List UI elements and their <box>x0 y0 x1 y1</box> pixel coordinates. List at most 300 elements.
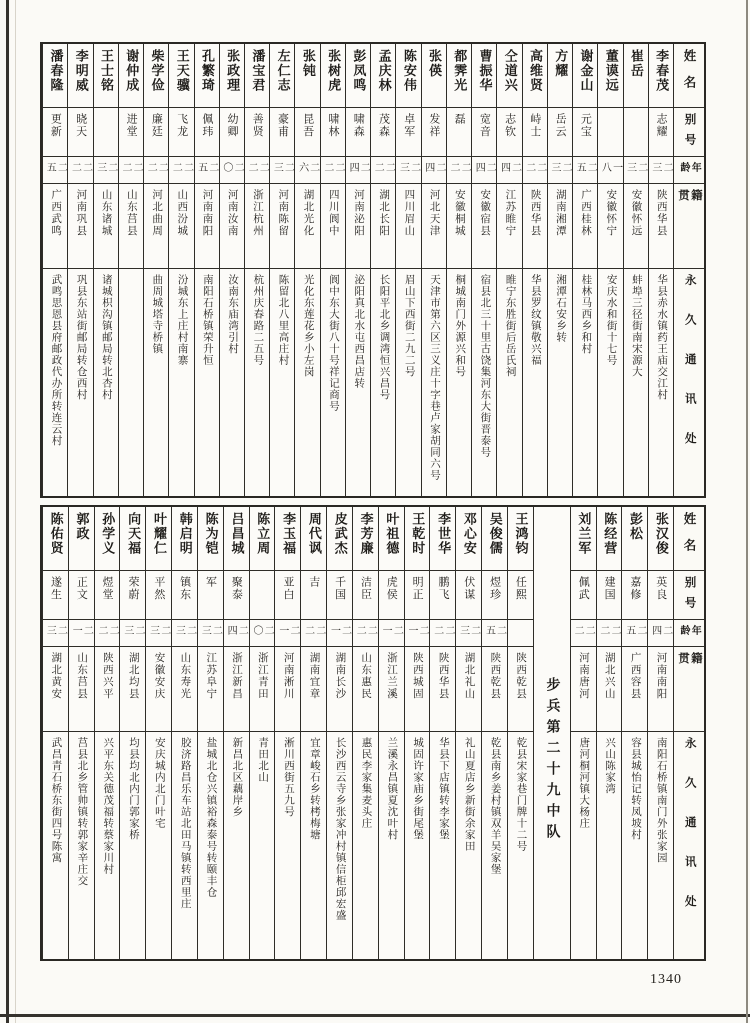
name-cell <box>571 507 596 571</box>
page-number: 1340 <box>650 972 682 987</box>
name-cell <box>422 44 446 108</box>
alias-cell <box>301 571 326 620</box>
address-text: 青田北山 <box>257 737 269 783</box>
address-cell <box>220 269 244 496</box>
age-cell <box>43 157 67 184</box>
roster-column <box>143 44 168 496</box>
alias-text: 飞龙 <box>175 113 188 138</box>
alias-cell <box>396 108 420 157</box>
address-cell <box>270 269 294 496</box>
alias-cell <box>497 108 521 157</box>
scan-edge-left <box>6 0 9 1023</box>
roster-column <box>168 44 193 496</box>
name-text: 叶耀仁 <box>151 512 167 556</box>
name-text: 向天福 <box>126 512 142 556</box>
native-cell <box>95 647 120 732</box>
age-text: 二五 <box>574 162 597 174</box>
alias-text: 聚泰 <box>230 576 243 601</box>
age-text: 二三 <box>271 162 294 174</box>
row-header-column <box>673 44 704 496</box>
alias-cell <box>649 108 673 157</box>
age-text: 二〇 <box>250 625 274 637</box>
alias-cell <box>508 571 533 620</box>
native-cell <box>472 184 496 269</box>
roster-column <box>404 507 430 959</box>
alias-cell <box>571 571 596 620</box>
address-cell <box>598 269 622 496</box>
address-cell <box>95 732 120 959</box>
roster-table-top <box>40 42 706 498</box>
alias-cell <box>648 571 673 620</box>
age-text: 二二 <box>572 625 595 637</box>
address-text: 武鸣思恩县府邮政代办所转连云村 <box>50 274 62 447</box>
native-text: 安徽宿县 <box>479 189 491 237</box>
alias-cell <box>224 571 249 620</box>
native-cell <box>508 647 533 732</box>
alias-text: 更新 <box>49 113 62 138</box>
alias-cell <box>220 108 244 157</box>
alias-cell <box>405 571 430 620</box>
native-cell <box>198 647 223 732</box>
address-cell <box>245 269 269 496</box>
name-cell <box>172 507 197 571</box>
alias-text: 荣蔚 <box>127 576 139 601</box>
roster-column <box>378 507 404 959</box>
name-cell <box>198 507 223 571</box>
native-text: 湖北黄安 <box>50 652 62 700</box>
native-text: 湖北礼山 <box>463 652 475 700</box>
native-cell <box>43 184 67 269</box>
name-text: 郭政 <box>74 512 90 541</box>
age-text: 二四 <box>422 162 445 174</box>
name-text: 陈立周 <box>255 512 271 556</box>
name-text: 陈安伟 <box>401 49 417 93</box>
alias-text: 明正 <box>411 576 424 601</box>
address-cell <box>69 732 94 959</box>
age-text: 二二 <box>246 162 269 174</box>
native-text: 广西容县 <box>629 652 641 700</box>
roster-column <box>42 507 68 959</box>
age-cell <box>573 157 597 184</box>
native-cell <box>447 184 471 269</box>
native-cell <box>119 184 143 269</box>
alias-cell <box>43 571 68 620</box>
alias-cell <box>472 108 496 157</box>
native-cell <box>405 647 430 732</box>
roster-column <box>596 507 622 959</box>
roster-column <box>274 507 300 959</box>
roster-column <box>94 507 120 959</box>
address-cell <box>571 732 596 959</box>
native-cell <box>523 184 547 269</box>
name-text: 吕昌城 <box>229 512 245 556</box>
age-text: 二三 <box>147 625 170 637</box>
age-cell <box>624 157 648 184</box>
native-text: 江苏阜宁 <box>205 652 217 700</box>
name-cell <box>379 507 404 571</box>
age-cell <box>396 157 420 184</box>
address-text: 阆中东大街八十号祥记商号 <box>328 274 340 412</box>
address-text: 长阳平北乡调湾恒兴昌号 <box>378 274 390 401</box>
name-text: 张钝 <box>300 49 316 78</box>
address-cell <box>482 732 507 959</box>
age-cell <box>648 620 673 647</box>
age-text: 二三 <box>173 625 196 637</box>
name-cell <box>94 44 118 108</box>
alias-cell <box>172 571 197 620</box>
age-cell <box>482 620 507 647</box>
address-text: 新昌北区藕岸乡 <box>231 737 243 818</box>
address-cell <box>405 732 430 959</box>
native-cell <box>224 647 249 732</box>
alias-text: 磊 <box>453 113 466 126</box>
native-cell <box>396 184 420 269</box>
native-cell <box>598 184 622 269</box>
name-cell <box>598 44 622 108</box>
scan-edge-right <box>746 0 748 1023</box>
roster-column <box>621 507 647 959</box>
name-text: 邓心安 <box>461 512 477 556</box>
alias-cell <box>95 571 120 620</box>
alias-text: 豪甫 <box>276 113 289 138</box>
name-text: 王鸿钧 <box>513 512 529 556</box>
native-text: 广西武鸣 <box>50 189 62 237</box>
address-cell <box>198 732 223 959</box>
native-cell <box>422 184 446 269</box>
name-cell <box>95 507 120 571</box>
native-text: 山东莒县 <box>125 189 137 237</box>
address-cell <box>68 269 92 496</box>
native-cell <box>275 647 300 732</box>
roster-column <box>370 44 395 496</box>
native-cell <box>622 647 647 732</box>
name-text: 李世华 <box>436 512 452 556</box>
native-cell <box>195 184 219 269</box>
name-text: 孔繁琦 <box>199 49 215 93</box>
age-text: 二四 <box>498 162 521 174</box>
roster-column <box>522 44 547 496</box>
native-cell <box>573 184 597 269</box>
alias-cell <box>327 571 352 620</box>
address-cell <box>648 732 673 959</box>
alias-cell <box>371 108 395 157</box>
alias-cell <box>430 571 455 620</box>
native-text: 陕西兴平 <box>101 652 113 700</box>
address-text: 城固许家庙乡街尾堡 <box>412 737 424 841</box>
name-cell <box>353 507 378 571</box>
address-text: 安庆水和街十七号 <box>605 274 617 366</box>
native-text: 陕西城固 <box>411 652 423 700</box>
address-text: 唐河桐河镇大杨庄 <box>578 737 590 829</box>
name-text: 韩启明 <box>177 512 193 556</box>
address-cell <box>497 269 521 496</box>
age-text: 二三 <box>397 162 420 174</box>
native-cell <box>69 647 94 732</box>
address-cell <box>396 269 420 496</box>
native-text: 山东惠民 <box>360 652 372 700</box>
alias-cell <box>94 108 118 157</box>
name-text: 崔岳 <box>628 49 644 78</box>
alias-cell <box>195 108 219 157</box>
age-cell <box>571 620 596 647</box>
address-cell <box>301 732 326 959</box>
alias-text: 幼卿 <box>226 113 239 138</box>
row-header-address <box>674 269 704 496</box>
age-cell <box>622 620 647 647</box>
name-cell <box>69 507 94 571</box>
age-cell <box>220 157 244 184</box>
native-cell <box>68 184 92 269</box>
age-text: 二二 <box>354 625 377 637</box>
native-cell <box>220 184 244 269</box>
address-text: 蚌埠三径街南宋源大 <box>630 274 642 378</box>
native-text: 河北天津 <box>428 189 440 237</box>
alias-text: 吉 <box>307 576 320 589</box>
age-cell <box>68 157 92 184</box>
alias-text: 卓军 <box>402 113 415 138</box>
name-cell <box>250 507 275 571</box>
alias-text: 佩武 <box>577 576 590 601</box>
age-text: 二二 <box>96 625 119 637</box>
row-header-age-label: 年龄 <box>678 625 701 637</box>
address-cell <box>43 269 67 496</box>
name-cell <box>43 44 67 108</box>
age-text: 二四 <box>225 625 248 637</box>
roster-column <box>119 507 145 959</box>
native-text: 浙江新昌 <box>231 652 243 700</box>
name-cell <box>321 44 345 108</box>
native-cell <box>301 647 326 732</box>
name-text: 谢金山 <box>578 49 594 93</box>
name-cell <box>622 507 647 571</box>
row-header-address <box>674 732 704 959</box>
name-text: 吴俊儒 <box>487 512 503 556</box>
alias-cell <box>548 108 572 157</box>
name-text: 陈佑贤 <box>48 512 64 556</box>
alias-text: 鹏飞 <box>436 576 449 601</box>
roster-column <box>42 44 67 496</box>
alias-cell <box>169 108 193 157</box>
alias-text: 千国 <box>333 576 346 601</box>
name-cell <box>301 507 326 571</box>
native-text: 山东诸城 <box>100 189 112 237</box>
roster-column <box>118 44 143 496</box>
name-text: 方耀 <box>553 49 569 78</box>
name-text: 高维贤 <box>527 49 543 93</box>
address-cell <box>224 732 249 959</box>
alias-text: 善贤 <box>251 113 264 138</box>
roster-column <box>395 44 420 496</box>
name-cell <box>447 44 471 108</box>
address-text: 长沙西云寺乡张家冲村镇信柜邱宏盛 <box>334 737 346 921</box>
alias-text: 遂生 <box>49 576 62 601</box>
name-text: 彭松 <box>628 512 644 541</box>
alias-text: 岳云 <box>554 113 567 138</box>
age-text: 二五 <box>195 162 218 174</box>
address-cell <box>548 269 572 496</box>
name-text: 王士铭 <box>99 49 114 93</box>
roster-column <box>446 44 471 496</box>
native-cell <box>172 647 197 732</box>
address-cell <box>144 269 168 496</box>
address-cell <box>94 269 118 496</box>
native-cell <box>250 647 275 732</box>
native-cell <box>270 184 294 269</box>
name-cell <box>346 44 370 108</box>
address-cell <box>250 732 275 959</box>
alias-cell <box>275 571 300 620</box>
alias-cell <box>245 108 269 157</box>
row-header-age-label: 年龄 <box>678 162 701 174</box>
roster-column <box>171 507 197 959</box>
address-text: 陈留北八里高庄村 <box>277 274 289 366</box>
roster-column <box>572 44 597 496</box>
age-text: 二二 <box>321 162 345 174</box>
native-text: 山东莒县 <box>76 652 88 700</box>
age-text: 一八 <box>599 162 622 174</box>
alias-cell <box>43 108 67 157</box>
address-cell <box>508 732 533 959</box>
address-cell <box>169 269 193 496</box>
name-cell <box>508 507 533 571</box>
native-text: 陕西华县 <box>529 189 541 237</box>
address-cell <box>353 732 378 959</box>
address-text: 兴山陈家湾 <box>604 737 616 795</box>
alias-cell <box>598 108 622 157</box>
native-text: 山东寿光 <box>179 652 191 700</box>
name-cell <box>327 507 352 571</box>
native-text: 河南陈留 <box>277 189 289 237</box>
native-cell <box>295 184 319 269</box>
native-text: 湖南长沙 <box>334 652 346 700</box>
alias-cell <box>622 571 647 620</box>
address-text: 均县均北内门郭家桥 <box>128 737 140 841</box>
name-text: 曹振华 <box>477 49 493 93</box>
name-text: 张树虎 <box>326 49 342 93</box>
address-text: 湘潭石安乡转 <box>555 274 567 343</box>
name-text: 张汉俊 <box>653 512 669 556</box>
alias-text: 任熙 <box>514 576 527 601</box>
alias-cell <box>422 108 446 157</box>
alias-text: 亚白 <box>281 576 294 601</box>
age-text: 二二 <box>597 625 621 637</box>
age-text: 二二 <box>170 162 193 174</box>
address-cell <box>456 732 481 959</box>
age-text: 二一 <box>405 625 429 637</box>
address-text: 桂林马西乡和村 <box>580 274 592 355</box>
alias-cell <box>198 571 223 620</box>
name-text: 李玉福 <box>281 512 297 556</box>
name-cell <box>275 507 300 571</box>
age-cell <box>430 620 455 647</box>
address-text: 光化东莲花乡小左岗 <box>302 274 314 378</box>
address-cell <box>573 269 597 496</box>
native-cell <box>430 647 455 732</box>
age-cell <box>371 157 395 184</box>
address-text: 华县赤水镇药王庙交江村 <box>656 274 668 401</box>
name-cell <box>396 44 420 108</box>
age-text: 二二 <box>302 625 325 637</box>
row-header-native <box>674 184 704 269</box>
roster-column <box>647 507 673 959</box>
scan-edge-bottom <box>0 1014 750 1017</box>
roster-column <box>648 44 673 496</box>
native-text: 湖北长阳 <box>378 189 390 237</box>
native-text: 浙江兰溪 <box>386 652 397 700</box>
native-text: 浙江杭州 <box>252 189 263 237</box>
age-cell <box>270 157 294 184</box>
address-cell <box>146 732 171 959</box>
name-cell <box>146 507 171 571</box>
roster-column <box>219 44 244 496</box>
row-header-native <box>674 647 704 732</box>
age-text: 二三 <box>44 625 67 637</box>
age-text: 二六 <box>296 162 319 174</box>
name-cell <box>68 44 92 108</box>
name-text: 潘宝君 <box>250 49 266 93</box>
address-text: 眉山下西街二九二号 <box>403 274 415 378</box>
alias-cell <box>447 108 471 157</box>
address-cell <box>597 732 622 959</box>
name-cell <box>472 44 496 108</box>
native-text: 河南南阳 <box>201 189 213 237</box>
name-cell <box>195 44 219 108</box>
roster-column <box>345 44 370 496</box>
row-header-age <box>674 620 704 647</box>
age-cell <box>146 620 171 647</box>
age-text: 二五 <box>623 625 646 637</box>
alias-text: 廉廷 <box>150 113 163 138</box>
row-header-native-label: 籍贯 <box>677 652 702 698</box>
age-text: 二二 <box>119 162 143 174</box>
native-text: 湖北光化 <box>302 189 314 237</box>
native-text: 河南唐河 <box>577 652 589 700</box>
alias-cell <box>346 108 370 157</box>
address-text: 淅川西街五九号 <box>283 737 294 818</box>
name-cell <box>169 44 193 108</box>
name-cell <box>119 44 143 108</box>
name-text: 张政理 <box>225 49 241 93</box>
roster-column <box>269 44 294 496</box>
name-cell <box>371 44 395 108</box>
name-cell <box>573 44 597 108</box>
age-cell <box>144 157 168 184</box>
name-text: 左仁志 <box>275 49 291 93</box>
age-cell <box>597 620 622 647</box>
roster-column <box>300 507 326 959</box>
alias-text: 茂森 <box>377 113 390 138</box>
native-text: 河北曲周 <box>151 189 163 237</box>
alias-text: 志钦 <box>503 113 516 138</box>
address-cell <box>275 732 300 959</box>
alias-text: 嘉修 <box>628 576 641 601</box>
address-text: 胶济路昌乐车站北田马镇转西里庄 <box>179 737 191 910</box>
native-cell <box>597 647 622 732</box>
native-text: 安徽怀宁 <box>605 189 617 237</box>
age-cell <box>321 157 345 184</box>
alias-cell <box>295 108 319 157</box>
roster-column <box>597 44 622 496</box>
native-cell <box>169 184 193 269</box>
age-cell <box>224 620 249 647</box>
address-text: 容县城怡记转凤坡村 <box>629 737 641 841</box>
address-cell <box>422 269 446 496</box>
row-header-name <box>674 507 704 571</box>
name-text: 张偀 <box>427 49 443 78</box>
address-text: 诸城枳沟镇邮局转北杏村 <box>100 274 112 401</box>
age-text: 二四 <box>649 625 672 637</box>
age-cell <box>94 157 118 184</box>
